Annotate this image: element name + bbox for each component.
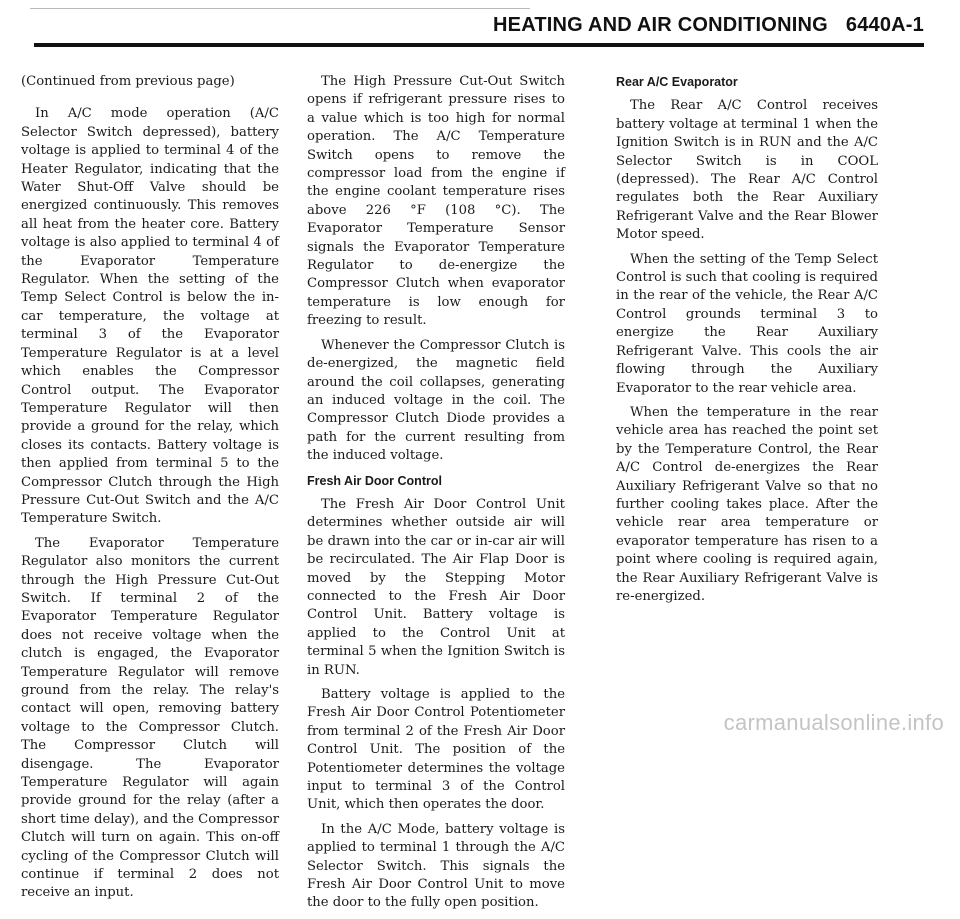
page-number: 6440A-1 xyxy=(845,14,924,36)
paragraph: The Fresh Air Door Control Unit determines whether outside air will be drawn into the car or in-car air will be recirculated. The Air Flap Door is moved by the Stepping Motor connected to the Fresh Air Door Control Unit. Battery voltage is applied to the Control Unit at terminal 5 when the Ignition Switch is in RUN. xyxy=(307,496,565,678)
section-title: HEATING AND AIR CONDITIONING xyxy=(493,14,828,36)
header-rule xyxy=(34,43,924,47)
paragraph: The High Pressure Cut-Out Switch opens if refrigerant pressure rises to a value which is too high for normal operation. The A/C Temperature Switch opens to remove the compressor load from the engine if the engine coolant temperature rises above 226 °F (108 °C). The Evaporator Temperature Sensor signals the Evaporator Temperature Regulator to de-energize the Compressor Clutch when evaporator temperature is low enough for freezing to result. xyxy=(307,74,565,329)
paragraph: When the temperature in the rear vehicle area has reached the point set by the Temperature Control, the Rear A/C Control de-energizes the Rear Auxiliary Refrigerant Valve so that no further cooling takes place. After the vehicle rear area temperature or evaporator temperature has risen to a point where cooling is required again, the Rear Auxiliary Refrigerant Valve is re-energized. xyxy=(616,404,878,604)
paragraph: In the A/C Mode, battery voltage is applied to terminal 1 through the A/C Selector Switch. This signals the Fresh Air Door Control Unit to move the door to the fully open position. xyxy=(307,821,565,911)
paragraph: The Rear A/C Control receives battery voltage at terminal 1 when the Ignition Switch is in RUN and the A/C Selector Switch is in COOL (depressed). The Rear A/C Control regulates both the Rear Auxiliary Refrigerant Valve and the Rear Blower Motor speed. xyxy=(616,98,878,243)
column-3 xyxy=(616,73,878,612)
paragraph: The Evaporator Temperature Regulator also monitors the current through the High Pressure Cut-Out Switch. If terminal 2 of the Evaporator Temperature Regulator does not receive voltage when the clutch is engaged, the Evaporator Temperature Regulator will remove ground from the relay. The relay's contact will open, removing battery voltage to the Compressor Clutch. The Compressor Clutch will disengage. The Evaporator Temperature Regulator will again provide ground for the relay (after a short time delay), and the Compressor Clutch will turn on again. This on-off cycling of the Compressor Clutch will continue if terminal 2 does not receive an input. xyxy=(21,535,279,901)
column-2 xyxy=(307,73,565,919)
top-rule xyxy=(30,8,530,9)
paragraph: Battery voltage is applied to the Fresh Air Door Control Potentiometer from terminal 2 of the Fresh Air Door Control Unit. The position of the Potentiometer determines the voltage input to terminal 3 of the Control Unit, which then operates the door. xyxy=(307,687,565,813)
section-heading-rear-ac: Rear A/C Evaporator xyxy=(616,75,738,89)
column-1 xyxy=(21,73,279,909)
continued-note: (Continued from previous page) xyxy=(21,74,235,89)
paragraph: In A/C mode operation (A/C Selector Switch depressed), battery voltage is applied to terminal 4 of the Heater Regulator, indicating that the Water Shut-Off Valve should be energized continuously. This removes all heat from the heater core. Battery voltage is also applied to terminal 4 of the Evaporator Temperature Regulator. When the setting of the Temp Select Control is below the in-car temperature, the voltage at terminal 3 of the Evaporator Temperature Regulator is at a level which enables the Compressor Control output. The Evaporator Temperature Regulator will then provide a ground for the relay, which closes its contacts. Battery voltage is then applied from terminal 5 to the Compressor Clutch through the High Pressure Cut-Out Switch and the A/C Temperature Switch. xyxy=(21,106,279,527)
paragraph: When the setting of the Temp Select Control is such that cooling is required in the rear of the vehicle, the Rear A/C Control grounds terminal 3 to energize the Rear Auxiliary Refrigerant Valve. This cools the air flowing through the Auxiliary Evaporator to the rear vehicle area. xyxy=(616,251,878,396)
paragraph: Whenever the Compressor Clutch is de-energized, the magnetic field around the coil collapses, generating an induced voltage in the coil. The Compressor Clutch Diode provides a path for the current resulting from the induced voltage. xyxy=(307,337,565,464)
section-heading-fresh-air: Fresh Air Door Control xyxy=(307,473,442,488)
watermark: carmanualsonline.info xyxy=(723,710,944,735)
page-header xyxy=(493,14,924,37)
